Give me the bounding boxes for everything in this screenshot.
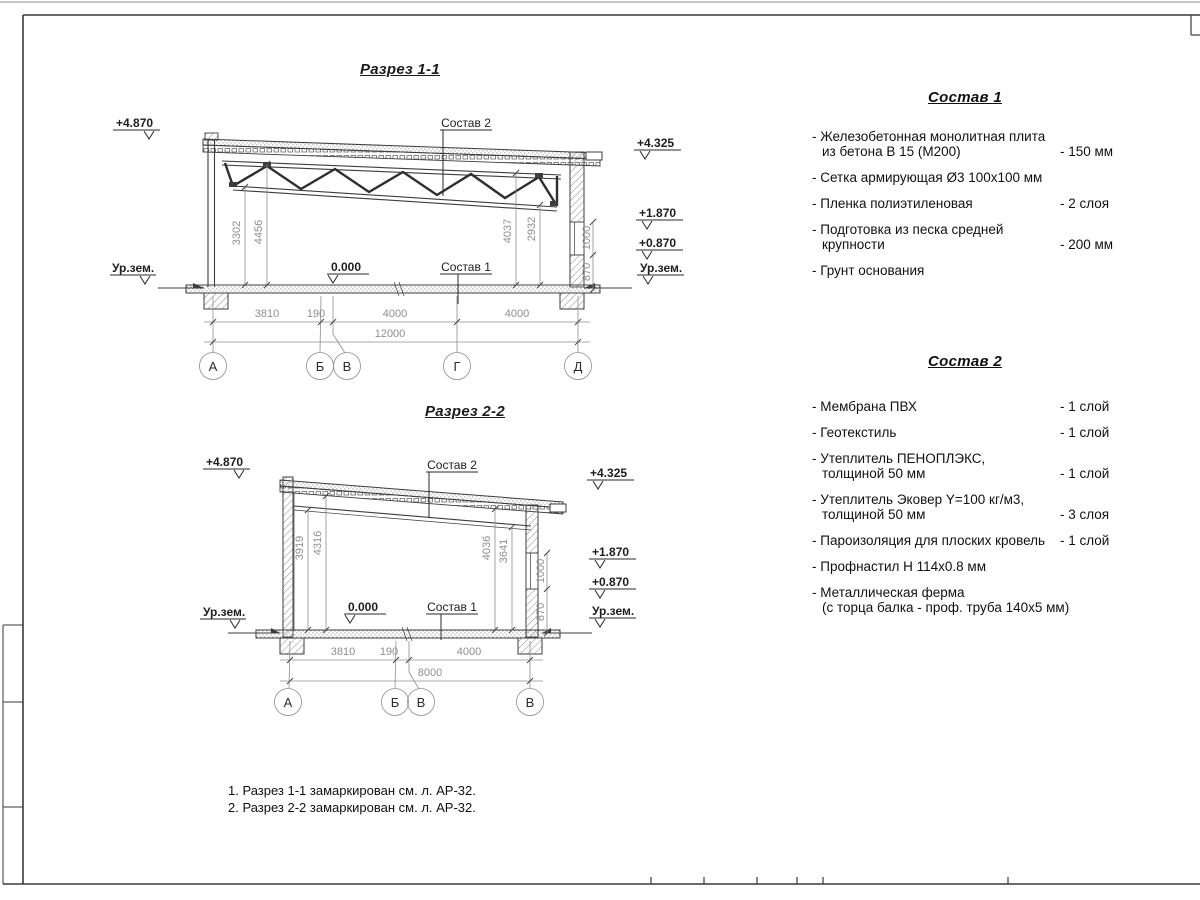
dim-label: 870 (581, 262, 593, 282)
dim-total-label: 12000 (374, 328, 406, 340)
list-item: - Утеплитель Эковер Y=100 кг/м3, толщиной 50 мм - 3 слоя (812, 492, 1110, 522)
item-value: - 200 мм (1060, 237, 1114, 252)
list-item: - Металлическая ферма (с торца балка - проф. труба 140х5 мм) (812, 585, 1070, 615)
item-value: - 1 слой (1060, 399, 1110, 414)
axis-label: А (283, 695, 293, 710)
elevation-label: +1.870 (639, 206, 677, 220)
leader-label-sostav-2: Состав 2 (427, 458, 477, 472)
dim-label: 3302 (231, 220, 243, 246)
section-2-drawing (200, 455, 636, 716)
leader-label-sostav-1: Состав 1 (427, 600, 477, 614)
zero-level-mark (344, 600, 386, 623)
dim-label: 4036 (481, 535, 493, 561)
sheet-frame (0, 2, 1200, 884)
dim-label: 3641 (498, 538, 510, 564)
elevation-label: +4.325 (590, 466, 628, 480)
floor-slab (186, 282, 600, 296)
leader-sostav2 (426, 458, 478, 517)
dim-label: 4000 (504, 308, 530, 320)
vertical-dimensions (294, 493, 550, 636)
ground-level-label: Ур.зем. (592, 604, 635, 618)
list-item: - Грунт основания (812, 263, 925, 278)
list-item: - Утеплитель ПЕНОПЛЭКС, толщиной 50 мм - 1 слой (812, 451, 1110, 481)
list-item: - Пароизоляция для плоских кровель - 1 слой (812, 533, 1110, 548)
list-item: - Пленка полиэтиленовая - 2 слоя (812, 196, 1110, 211)
title-block-ticks (651, 877, 1008, 884)
zero-label: 0.000 (348, 600, 379, 614)
sostav-1-heading: Состав 1 (928, 89, 1002, 106)
axis-markers (275, 689, 544, 716)
horizontal-dimensions (204, 296, 590, 353)
item-value: - 3 слоя (1060, 507, 1110, 522)
elevation-marks (110, 116, 684, 284)
list-item: - Мембрана ПВХ - 1 слой (812, 399, 1110, 414)
axis-markers (200, 353, 592, 380)
foundations (280, 638, 542, 654)
elevation-label: +4.870 (206, 455, 244, 469)
item-value: - 150 мм (1060, 144, 1114, 159)
roof-assembly (203, 139, 602, 166)
leader-label-sostav-1: Состав 1 (441, 260, 491, 274)
dim-label: 4000 (456, 646, 482, 658)
axis-label: В (342, 359, 352, 374)
axis-label: Г (453, 359, 461, 374)
ground-level-label: Ур.зем. (203, 605, 246, 619)
section-1-drawing (110, 116, 684, 380)
elevation-label: +0.870 (592, 575, 630, 589)
dim-label: 190 (306, 308, 326, 320)
elevation-marks (200, 455, 636, 628)
section-2-title: Разрез 2-2 (424, 403, 505, 420)
ground-level-label: Ур.зем. (640, 261, 683, 275)
axis-label: Б (315, 359, 325, 374)
leader-label-sostav-2: Состав 2 (441, 116, 491, 130)
sostav-2-heading: Состав 2 (928, 353, 1002, 370)
note-line: 1. Разрез 1-1 замаркирован см. л. АР-32. (228, 783, 476, 798)
item-value: - 2 слоя (1060, 196, 1110, 211)
dim-total-label: 8000 (417, 667, 443, 679)
dim-label: 3810 (254, 308, 280, 320)
dim-label: 4316 (312, 530, 324, 556)
dim-label: 4456 (253, 219, 265, 245)
ground-level-label: Ур.зем. (112, 261, 155, 275)
note-line: 2. Разрез 2-2 замаркирован см. л. АР-32. (228, 800, 476, 815)
dim-label: 870 (535, 602, 547, 622)
dim-label: 4000 (382, 308, 408, 320)
item-value: - 1 слой (1060, 466, 1110, 481)
list-item: - Железобетонная монолитная плита из бетона В 15 (М200) - 150 мм (812, 129, 1114, 159)
dim-label: 1000 (581, 225, 593, 251)
elevation-label: +4.325 (637, 136, 675, 150)
left-column (205, 133, 218, 287)
dim-label: 3919 (294, 535, 306, 561)
dim-label: 3810 (330, 646, 356, 658)
axis-label: Б (390, 695, 400, 710)
axis-label: А (208, 359, 218, 374)
foundations (204, 293, 584, 309)
elevation-label: +4.870 (116, 116, 154, 130)
zero-level-mark (327, 260, 369, 283)
list-item: - Профнастил Н 114х0.8 мм (812, 559, 986, 574)
dim-label: 1000 (535, 558, 547, 584)
elevation-label: +1.870 (592, 545, 630, 559)
item-value: - 1 слой (1060, 533, 1110, 548)
dim-label: 4037 (502, 218, 514, 244)
list-item: - Геотекстиль - 1 слой (812, 425, 1110, 440)
axis-label: В (525, 695, 535, 710)
dim-label: 2932 (526, 216, 538, 242)
axis-label: Д (573, 359, 583, 374)
leader-sostav1 (440, 260, 492, 304)
dim-label: 190 (379, 646, 399, 658)
zero-label: 0.000 (331, 260, 362, 274)
horizontal-dimensions (280, 641, 543, 689)
left-wall (283, 477, 294, 637)
list-item: - Подготовка из песка средней крупности - 200 мм (812, 222, 1114, 252)
item-value: - 1 слой (1060, 425, 1110, 440)
list-item: - Сетка армирующая Ø3 100х100 мм (812, 170, 1043, 185)
elevation-label: +0.870 (639, 236, 677, 250)
roof-truss (222, 161, 561, 211)
axis-label: В (416, 695, 426, 710)
section-1-title: Разрез 1-1 (359, 61, 440, 78)
truss-edge-lines (294, 506, 531, 530)
